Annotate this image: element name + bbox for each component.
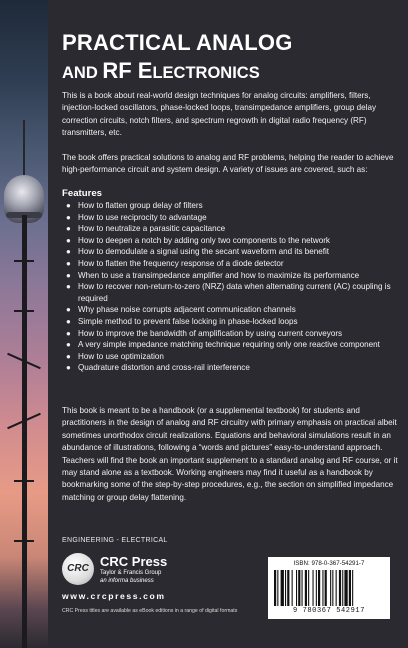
isbn-label: ISBN: 978-0-367-54291-7 [293, 560, 365, 567]
barcode-block [268, 557, 390, 619]
mast-rung [14, 480, 34, 482]
bullet-icon: ● [66, 351, 71, 361]
publisher-tagline: Taylor & Francis Group [100, 570, 162, 576]
bullet-icon: ● [66, 328, 71, 338]
bullet-icon: ● [66, 316, 71, 326]
feature-item: ● How to use reciprocity to advantage [66, 212, 207, 222]
feature-item: ● A very simple impedance matching technique requiring only one reactive component [66, 340, 380, 350]
bullet-icon: ● [66, 258, 71, 268]
mast-rung [14, 260, 34, 262]
bullet-icon: ● [66, 282, 71, 292]
handbook-paragraph: This book is meant to be a handbook (or a supplemental textbook) for students and practitioners in the design of analog and RF circuitry with primary emphasis on practical albeit sometimes unorthodox circuit realizations. Equations and behavioral simulations result in an abundance of illustrations, following a “words and pictures” easy-to-understand approach. Teachers will find the book an important supplement to a standard analog and RF course, or it may stand alone as a textbook. Working engineers may find it useful as a handbook by bookmarking some of the step-by-step procedures, e.g., the section on simplified impedance matching or group delay flattening. [62, 406, 398, 502]
feature-item: ● Quadrature distortion and cross-rail interference [66, 363, 250, 373]
feature-item: ● How to improve the bandwidth of amplification by using current conveyors [66, 328, 343, 338]
intro-paragraph: This is a book about real-world design techniques for analog circuits: amplifiers, filters, injection-locked oscillators, phase-locked loops, transimpedance amplifiers, group delay correction circuits, notch filters, and spectrum regrowth in digital radio frequency (RF) transmitters, etc. [62, 91, 377, 138]
title-electronics: LECTRONICS [152, 64, 260, 82]
bullet-icon: ● [66, 363, 71, 373]
feature-item: ● Why phase noise corrupts adjacent communication channels [66, 305, 296, 315]
feature-item: ● How to use optimization [66, 351, 164, 361]
feature-item: ● How to recover non-return-to-zero (NRZ) data when alternating current (AC) coupling is required [66, 282, 391, 303]
feature-item: ● Simple method to prevent false locking in phase-locked loops [66, 316, 298, 326]
mast-rung [14, 310, 34, 312]
back-cover-content [62, 0, 398, 648]
solutions-paragraph: The book offers practical solutions to analog and RF problems, helping the reader to achieve high-performance circuit and system design. A variety of issues are covered, such as: [62, 153, 394, 175]
barcode-icon [274, 570, 384, 606]
feature-item: ● How to neutralize a parasitic capacitance [66, 224, 226, 234]
features-heading: Features [62, 188, 102, 199]
mast-rung [14, 540, 34, 542]
title-rf: RF E [102, 58, 153, 83]
title-and: AND [62, 64, 103, 82]
bullet-icon: ● [66, 235, 71, 245]
tower-antenna [23, 120, 25, 178]
bullet-icon: ● [66, 247, 71, 257]
bullet-icon: ● [66, 270, 71, 280]
bullet-icon: ● [66, 201, 71, 210]
feature-item: ● When to use a transimpedance amplifier and how to maximize its performance [66, 270, 360, 280]
publisher-block [62, 553, 182, 593]
bullet-icon: ● [66, 224, 71, 234]
bullet-icon: ● [66, 212, 71, 222]
publisher-tagline-2: an informa business [100, 578, 154, 584]
subject-category: ENGINEERING - ELECTRICAL [62, 537, 168, 544]
barcode-digits: 9 780367 542917 [292, 607, 365, 615]
feature-item: ● How to flatten group delay of filters [66, 201, 203, 210]
publisher-name: CRC Press [100, 554, 168, 569]
bullet-icon: ● [66, 340, 71, 350]
features-list [62, 200, 398, 374]
feature-item: ● How to demodulate a signal using the secant waveform and its benefit [66, 247, 330, 257]
title-line-1: PRACTICAL ANALOG [62, 30, 293, 55]
publisher-website[interactable]: www.crcpress.com [62, 591, 166, 601]
ebook-note: CRC Press titles are available as eBook editions in a range of digital formats [62, 608, 238, 614]
crc-logo-icon: CRC [62, 553, 94, 585]
bullet-icon: ● [66, 305, 71, 315]
feature-item: ● How to flatten the frequency response of a diode detector [66, 258, 284, 268]
cover-photo-tower [0, 0, 48, 648]
title-line-2 [62, 58, 260, 84]
feature-item: ● How to deepen a notch by adding only two components to the network [66, 235, 330, 245]
tower-mast [22, 215, 27, 648]
